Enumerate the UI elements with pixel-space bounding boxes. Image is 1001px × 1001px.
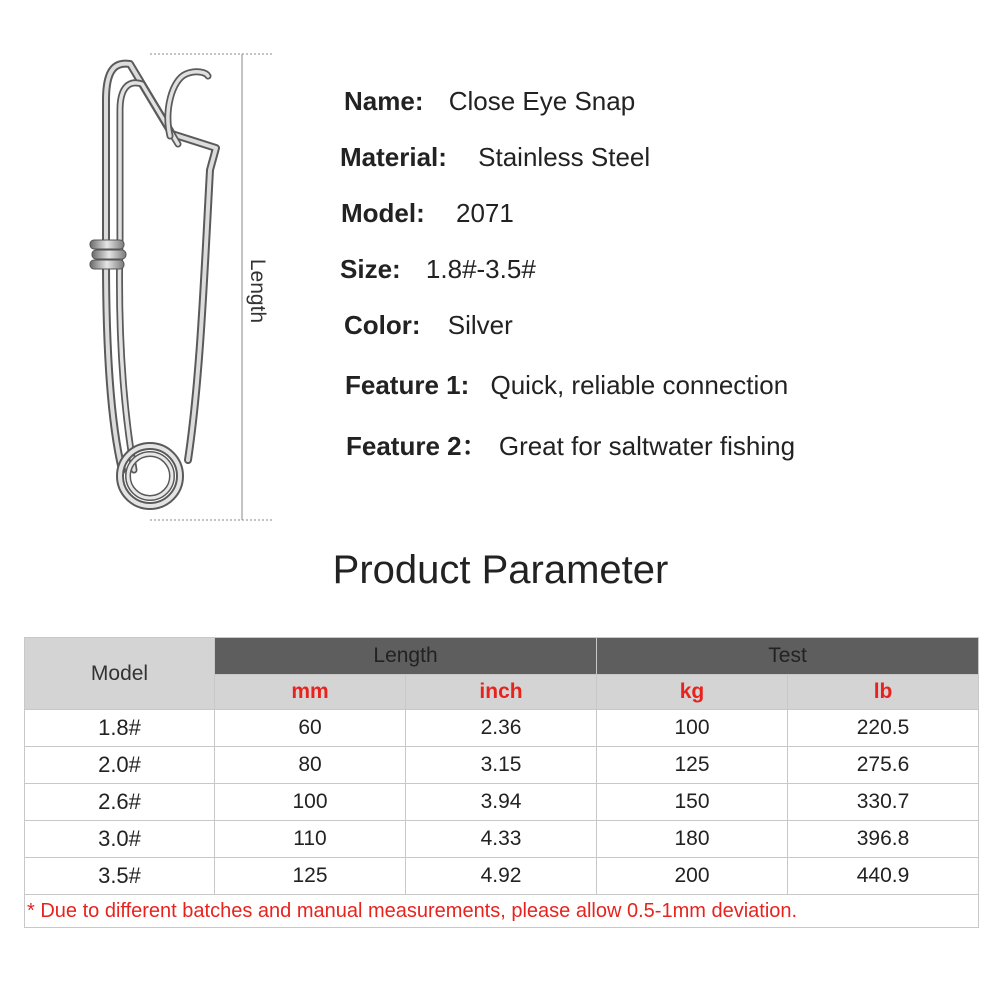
cell-inch: 3.94 xyxy=(406,784,597,821)
spec-color-value: Silver xyxy=(447,310,513,340)
cell-model: 3.0# xyxy=(25,821,215,858)
table-row xyxy=(25,747,979,784)
cell-lb: 275.6 xyxy=(788,747,979,784)
cell-mm: 110 xyxy=(215,821,406,858)
unit-header-lb: lb xyxy=(788,675,979,710)
spec-feature-2-key: Feature 2： xyxy=(346,431,488,461)
cell-model: 3.5# xyxy=(25,858,215,895)
spec-feature-1-value: Quick, reliable connection xyxy=(490,370,789,400)
spec-size xyxy=(340,254,536,285)
section-title: Product Parameter xyxy=(332,548,669,592)
table-header-row xyxy=(25,638,979,675)
cell-model: 2.6# xyxy=(25,784,215,821)
spec-color-key: Color: xyxy=(344,310,421,340)
deviation-note: * Due to different batches and manual measurements, please allow 0.5-1mm deviation. xyxy=(25,895,979,928)
cell-kg: 125 xyxy=(597,747,788,784)
length-dimension-label: Length xyxy=(246,258,269,324)
length-group-header: Length xyxy=(215,638,597,675)
cell-lb: 396.8 xyxy=(788,821,979,858)
unit-header-inch: inch xyxy=(406,675,597,710)
unit-header-kg: kg xyxy=(597,675,788,710)
spec-size-value: 1.8#-3.5# xyxy=(425,254,536,284)
spec-color xyxy=(344,310,513,341)
cell-mm: 60 xyxy=(215,710,406,747)
spec-feature-2 xyxy=(346,426,795,463)
test-group-header: Test xyxy=(597,638,979,675)
parameter-table xyxy=(24,637,979,928)
cell-lb: 440.9 xyxy=(788,858,979,895)
spec-model xyxy=(341,198,514,229)
cell-model: 2.0# xyxy=(25,747,215,784)
cell-mm: 125 xyxy=(215,858,406,895)
cell-model: 1.8# xyxy=(25,710,215,747)
cell-kg: 200 xyxy=(597,858,788,895)
cell-kg: 180 xyxy=(597,821,788,858)
cell-lb: 220.5 xyxy=(788,710,979,747)
spec-material-value: Stainless Steel xyxy=(478,142,651,172)
spec-name xyxy=(344,86,635,117)
cell-lb: 330.7 xyxy=(788,784,979,821)
table-row xyxy=(25,784,979,821)
spec-feature-2-value: Great for saltwater fishing xyxy=(498,431,796,461)
spec-feature-1 xyxy=(345,370,788,401)
cell-inch: 3.15 xyxy=(406,747,597,784)
cell-mm: 80 xyxy=(215,747,406,784)
spec-feature-1-key: Feature 1: xyxy=(345,370,470,400)
cell-inch: 4.33 xyxy=(406,821,597,858)
spec-material-key: Material: xyxy=(340,142,447,172)
cell-kg: 150 xyxy=(597,784,788,821)
spec-name-key: Name: xyxy=(344,86,424,116)
spec-model-value: 2071 xyxy=(456,198,514,228)
model-header: Model xyxy=(25,638,215,710)
unit-header-mm: mm xyxy=(215,675,406,710)
table-row xyxy=(25,710,979,747)
spec-size-key: Size: xyxy=(340,254,401,284)
table-note-row xyxy=(25,895,979,928)
spec-model-key: Model: xyxy=(341,198,425,228)
cell-inch: 4.92 xyxy=(406,858,597,895)
cell-kg: 100 xyxy=(597,710,788,747)
cell-mm: 100 xyxy=(215,784,406,821)
cell-inch: 2.36 xyxy=(406,710,597,747)
table-row xyxy=(25,858,979,895)
spec-name-value: Close Eye Snap xyxy=(448,86,636,116)
table-row xyxy=(25,821,979,858)
spec-material xyxy=(340,142,650,173)
